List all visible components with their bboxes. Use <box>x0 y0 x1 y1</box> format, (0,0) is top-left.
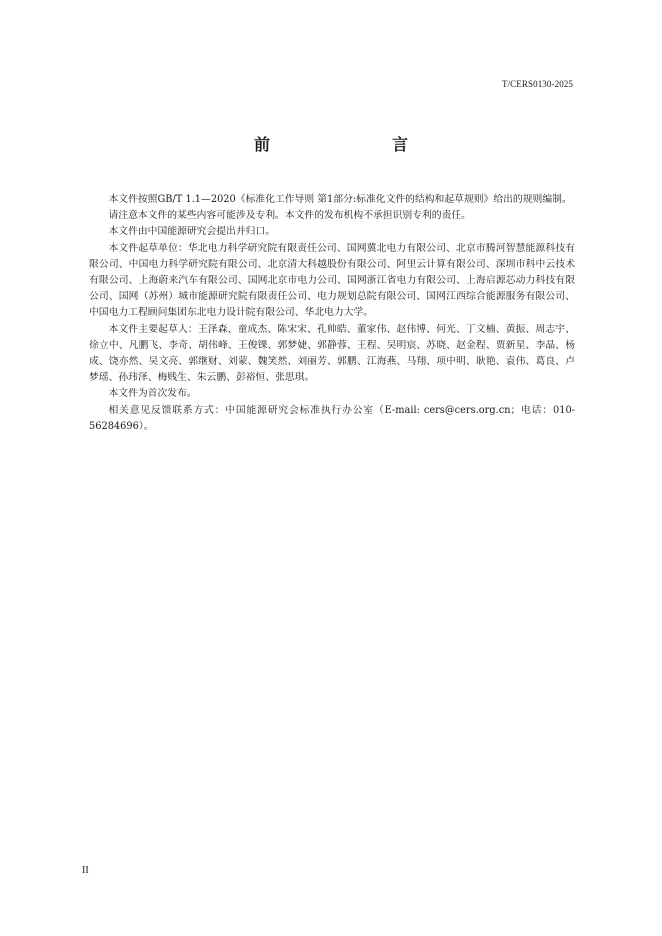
paragraph-feedback-contact: 相关意见反馈联系方式：中国能源研究会标准执行办公室（E-mail: cers@cers.org.cn；电话：010-56284696）。 <box>89 404 575 432</box>
paragraph-drafting-rules: 本文件按照GB/T 1.1—2020《标准化工作导则 第1部分:标准化文件的结构和起草规则》给出的规则编制。 <box>108 194 572 205</box>
paragraph-first-release: 本文件为首次发布。 <box>108 388 197 400</box>
paragraph-drafting-units: 本文件起草单位：华北电力科学研究院有限责任公司、国网冀北电力有限公司、北京市腾河智慧能源科技有限公司、中国电力科学研究院有限公司、北京清大科越股份有限公司、阿里云计算有限公司、深圳市科中云技术有限公司、上海蔚来汽车有限公司、国网北京市电力公司、国网浙江省电力有限公司、上海启源芯动力科技有限公司、国网（苏州）城市能源研究院有限责任公司、电力规划总院有限公司、国网江西综合能源服务有限公司、中国电力工程顾问集团东北电力设计院有限公司、华北电力大学。 <box>89 242 575 319</box>
paragraph-patent-notice: 请注意本文件的某些内容可能涉及专利。本文件的发布机构不承担识别专利的责任。 <box>108 210 471 222</box>
foreword-body <box>89 192 575 435</box>
paragraph-proposer: 本文件由中国能源研究会提出并归口。 <box>108 226 276 238</box>
page-number: II <box>82 865 89 876</box>
page-title: 前 言 <box>253 135 438 154</box>
document-code: T/CERS0130-2025 <box>501 79 573 89</box>
paragraph-drafters: 本文件主要起草人：王泽森、童成杰、陈宋宋、孔帅皓、董家伟、赵伟博、何光、丁文楠、黄振、周志宇、徐立中、凡鹏飞、李奇、胡伟峰、王俊锞、郭梦婕、郭静蓉、王程、吴明宸、苏晓、赵金程、贾新星、李晶、杨成、饶亦然、吴文亮、郭继财、刘蒙、魏笑然、刘丽芳、郭鹏、江海燕、马翔、项中明、耿艳、袁伟、葛良、卢梦瑶、孙玮泽、梅贱生、朱云鹏、彭裕恒、张思琪。 <box>89 323 575 384</box>
